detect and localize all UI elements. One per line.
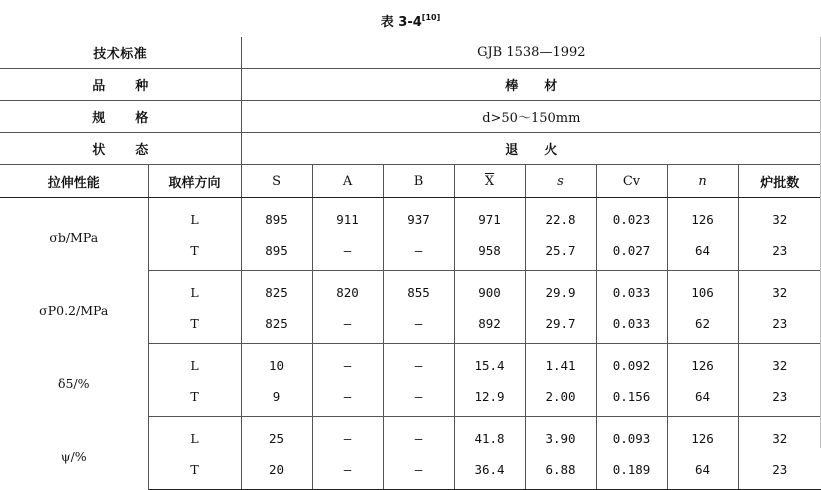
value-cell-heats: 32	[772, 431, 788, 446]
col-header-std-dev: s	[525, 165, 596, 198]
value-cell-s: 22.8	[525, 198, 596, 236]
direction-cell: L	[148, 344, 241, 382]
spec-row	[0, 101, 821, 133]
value-cell-s: 29.9	[525, 271, 596, 309]
value-cell-x: 41.8	[454, 417, 525, 455]
value-cell-n: 126	[667, 198, 738, 236]
direction-cell: T	[148, 308, 241, 344]
spec-row	[0, 37, 821, 69]
property-label: ψ/%	[0, 417, 148, 490]
value-cell-s: 25	[241, 417, 312, 455]
value-cell-n: 64	[667, 235, 738, 271]
value-cell-b: 855	[383, 271, 454, 309]
spec-label: 状态	[0, 133, 241, 165]
direction-cell: L	[148, 198, 241, 236]
value-cell-cv: 0.033	[596, 271, 667, 309]
value-cell-cv: 0.092	[596, 344, 667, 382]
value-cell-b: —	[383, 235, 454, 271]
value-cell-x: 12.9	[454, 381, 525, 417]
value-cell-n: 126	[667, 344, 738, 382]
spec-value: d>50～150mm	[241, 101, 821, 133]
value-cell-s: 1.41	[525, 344, 596, 382]
value-cell-n: 62	[667, 308, 738, 344]
direction-cell: L	[148, 417, 241, 455]
value-cell-s: 895	[241, 198, 312, 236]
value-cell-s: 3.90	[525, 417, 596, 455]
spec-row	[0, 69, 821, 101]
spec-value: 棒材	[241, 69, 821, 101]
value-cell-heats: 32	[772, 358, 788, 373]
value-cell-b: 937	[383, 198, 454, 236]
value-cell-a: —	[312, 417, 383, 455]
value-cell-s: 20	[241, 454, 312, 490]
col-header-direction: 取样方向	[148, 165, 241, 198]
value-cell-x: 900	[454, 271, 525, 309]
value-cell-s: 10	[241, 344, 312, 382]
value-cell-s: 825	[241, 308, 312, 344]
value-cell-x: 15.4	[454, 344, 525, 382]
value-cell-a: 911	[312, 198, 383, 236]
value-cell-x: 958	[454, 235, 525, 271]
table-row	[0, 198, 821, 236]
value-cell-heats: 23	[738, 308, 821, 344]
value-cell-s: 895	[241, 235, 312, 271]
value-cell-a: 820	[312, 271, 383, 309]
value-cell-s: 825	[241, 271, 312, 309]
value-cell-a: —	[312, 308, 383, 344]
property-label: σP0.2/MPa	[0, 271, 148, 344]
spec-label: 规格	[0, 101, 241, 133]
spec-row	[0, 133, 821, 165]
value-cell-b: —	[383, 381, 454, 417]
direction-cell: T	[148, 454, 241, 490]
value-cell-b: —	[383, 308, 454, 344]
direction-cell: T	[148, 381, 241, 417]
direction-cell: T	[148, 235, 241, 271]
col-header-a: A	[312, 165, 383, 198]
value-cell-n: 106	[667, 271, 738, 309]
value-cell-cv: 0.093	[596, 417, 667, 455]
spec-value: GJB 1538—1992	[241, 37, 821, 69]
table-row	[0, 271, 821, 309]
property-label: σb/MPa	[0, 198, 148, 271]
value-cell-x: 971	[454, 198, 525, 236]
value-cell-a: —	[312, 235, 383, 271]
value-cell-heats: 32	[772, 212, 788, 227]
table-reference: [10]	[421, 13, 441, 22]
value-cell-x: 892	[454, 308, 525, 344]
value-cell-s: 25.7	[525, 235, 596, 271]
table-row	[0, 417, 821, 455]
col-header-n: n	[667, 165, 738, 198]
direction-cell: L	[148, 271, 241, 309]
col-header-b: B	[383, 165, 454, 198]
value-cell-heats: 23	[738, 235, 821, 271]
col-header-mean: $\overline{X}$	[454, 165, 525, 198]
value-cell-s: 9	[241, 381, 312, 417]
value-cell-heats: 32	[772, 285, 788, 300]
col-header-cv: Cv	[596, 165, 667, 198]
spec-label: 品种	[0, 69, 241, 101]
value-cell-s: 29.7	[525, 308, 596, 344]
value-cell-cv: 0.156	[596, 381, 667, 417]
value-cell-a: —	[312, 454, 383, 490]
value-cell-a: —	[312, 344, 383, 382]
table-title: 表 3-4	[380, 15, 422, 30]
value-cell-cv: 0.023	[596, 198, 667, 236]
spec-value: 退火	[241, 133, 821, 165]
value-cell-s: 6.88	[525, 454, 596, 490]
value-cell-n: 64	[667, 381, 738, 417]
table-caption	[0, 8, 821, 33]
value-cell-x: 36.4	[454, 454, 525, 490]
value-cell-heats: 23	[738, 454, 821, 490]
property-label: δ5/%	[0, 344, 148, 417]
col-header-property: 拉伸性能	[0, 165, 148, 198]
value-cell-b: —	[383, 417, 454, 455]
value-cell-b: —	[383, 454, 454, 490]
value-cell-a: —	[312, 381, 383, 417]
col-header-s: S	[241, 165, 312, 198]
value-cell-heats: 23	[738, 381, 821, 417]
value-cell-n: 126	[667, 417, 738, 455]
value-cell-b: —	[383, 344, 454, 382]
properties-table	[0, 37, 821, 490]
value-cell-cv: 0.189	[596, 454, 667, 490]
value-cell-cv: 0.033	[596, 308, 667, 344]
column-header-row	[0, 165, 821, 198]
value-cell-s: 2.00	[525, 381, 596, 417]
value-cell-n: 64	[667, 454, 738, 490]
value-cell-cv: 0.027	[596, 235, 667, 271]
col-header-heats: 炉批数	[738, 165, 821, 198]
table-body	[0, 37, 821, 490]
table-row	[0, 344, 821, 382]
spec-label: 技术标准	[0, 37, 241, 69]
